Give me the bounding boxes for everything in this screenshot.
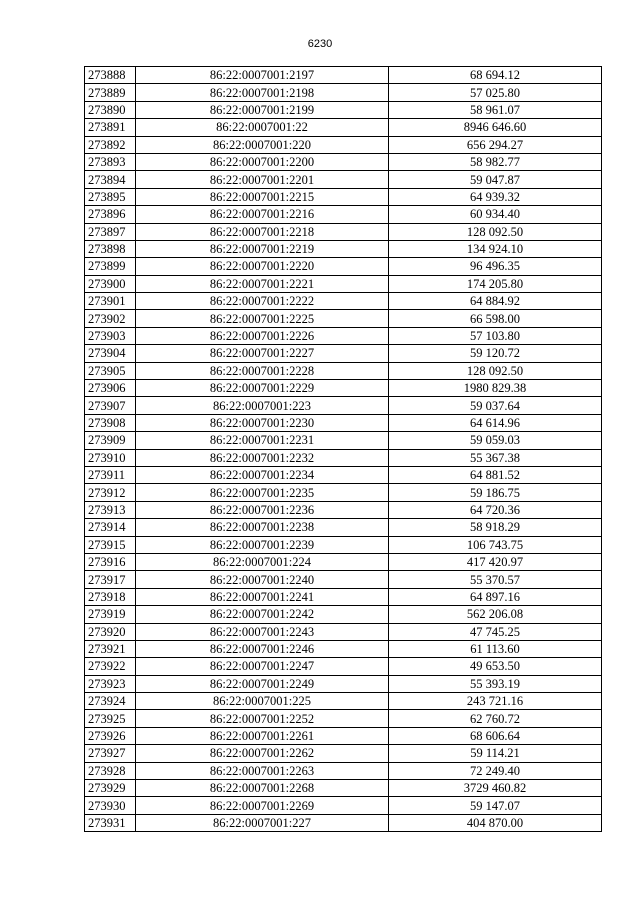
- value-cell: 128 092.50: [389, 362, 602, 379]
- cadastral-number-cell: 86:22:0007001:2230: [136, 414, 389, 431]
- row-id-cell: 273888: [85, 67, 136, 84]
- cadastral-number-cell: 86:22:0007001:2241: [136, 588, 389, 605]
- cadastral-number-cell: 86:22:0007001:2198: [136, 84, 389, 101]
- value-cell: 49 653.50: [389, 658, 602, 675]
- value-cell: 64 881.52: [389, 466, 602, 483]
- table-row: [85, 780, 602, 797]
- row-id-cell: 273919: [85, 606, 136, 623]
- row-id-cell: 273924: [85, 693, 136, 710]
- row-id-cell: 273926: [85, 727, 136, 744]
- table-row: [85, 258, 602, 275]
- cadastral-number-cell: 86:22:0007001:2201: [136, 171, 389, 188]
- row-id-cell: 273901: [85, 293, 136, 310]
- row-id-cell: 273925: [85, 710, 136, 727]
- value-cell: 3729 460.82: [389, 780, 602, 797]
- table-row: [85, 136, 602, 153]
- row-id-cell: 273920: [85, 623, 136, 640]
- row-id-cell: 273899: [85, 258, 136, 275]
- table-row: [85, 206, 602, 223]
- cadastral-number-cell: 86:22:0007001:2226: [136, 327, 389, 344]
- cadastral-number-cell: 86:22:0007001:2242: [136, 606, 389, 623]
- row-id-cell: 273895: [85, 188, 136, 205]
- row-id-cell: 273917: [85, 571, 136, 588]
- table-row: [85, 501, 602, 518]
- value-cell: 55 367.38: [389, 449, 602, 466]
- value-cell: 58 961.07: [389, 101, 602, 118]
- row-id-cell: 273896: [85, 206, 136, 223]
- cadastral-number-cell: 86:22:0007001:2200: [136, 153, 389, 170]
- row-id-cell: 273913: [85, 501, 136, 518]
- table-row: [85, 606, 602, 623]
- value-cell: 64 939.32: [389, 188, 602, 205]
- row-id-cell: 273922: [85, 658, 136, 675]
- table-row: [85, 414, 602, 431]
- cadastral-number-cell: 86:22:0007001:2222: [136, 293, 389, 310]
- cadastral-number-cell: 86:22:0007001:2227: [136, 345, 389, 362]
- value-cell: 68 606.64: [389, 727, 602, 744]
- table-row: [85, 432, 602, 449]
- row-id-cell: 273902: [85, 310, 136, 327]
- table-row: [85, 153, 602, 170]
- cadastral-number-cell: 86:22:0007001:2246: [136, 640, 389, 657]
- table-row: [85, 466, 602, 483]
- value-cell: 64 884.92: [389, 293, 602, 310]
- cadastral-number-cell: 86:22:0007001:223: [136, 397, 389, 414]
- value-cell: 8946 646.60: [389, 119, 602, 136]
- row-id-cell: 273908: [85, 414, 136, 431]
- value-cell: 59 147.07: [389, 797, 602, 814]
- table-row: [85, 171, 602, 188]
- value-cell: 68 694.12: [389, 67, 602, 84]
- cadastral-number-cell: 86:22:0007001:2243: [136, 623, 389, 640]
- row-id-cell: 273900: [85, 275, 136, 292]
- cadastral-number-cell: 86:22:0007001:2236: [136, 501, 389, 518]
- table-row: [85, 362, 602, 379]
- row-id-cell: 273918: [85, 588, 136, 605]
- cadastral-number-cell: 86:22:0007001:2216: [136, 206, 389, 223]
- table-row: [85, 675, 602, 692]
- cadastral-number-cell: 86:22:0007001:2219: [136, 240, 389, 257]
- value-cell: 59 186.75: [389, 484, 602, 501]
- table-row: [85, 623, 602, 640]
- value-cell: 72 249.40: [389, 762, 602, 779]
- cadastral-number-cell: 86:22:0007001:2240: [136, 571, 389, 588]
- value-cell: 64 720.36: [389, 501, 602, 518]
- table-row: [85, 745, 602, 762]
- cadastral-value-table: [84, 66, 602, 832]
- row-id-cell: 273909: [85, 432, 136, 449]
- row-id-cell: 273914: [85, 519, 136, 536]
- value-cell: 59 037.64: [389, 397, 602, 414]
- cadastral-number-cell: 86:22:0007001:2199: [136, 101, 389, 118]
- cadastral-number-cell: 86:22:0007001:224: [136, 553, 389, 570]
- value-cell: 61 113.60: [389, 640, 602, 657]
- cadastral-number-cell: 86:22:0007001:225: [136, 693, 389, 710]
- row-id-cell: 273891: [85, 119, 136, 136]
- value-cell: 58 918.29: [389, 519, 602, 536]
- table-row: [85, 223, 602, 240]
- table-row: [85, 119, 602, 136]
- table-row: [85, 310, 602, 327]
- cadastral-number-cell: 86:22:0007001:2252: [136, 710, 389, 727]
- table-row: [85, 727, 602, 744]
- table-row: [85, 188, 602, 205]
- value-cell: 60 934.40: [389, 206, 602, 223]
- table-row: [85, 814, 602, 831]
- value-cell: 64 614.96: [389, 414, 602, 431]
- value-cell: 64 897.16: [389, 588, 602, 605]
- cadastral-number-cell: 86:22:0007001:2228: [136, 362, 389, 379]
- cadastral-number-cell: 86:22:0007001:2249: [136, 675, 389, 692]
- row-id-cell: 273915: [85, 536, 136, 553]
- cadastral-number-cell: 86:22:0007001:2263: [136, 762, 389, 779]
- table-row: [85, 275, 602, 292]
- cadastral-number-cell: 86:22:0007001:220: [136, 136, 389, 153]
- cadastral-number-cell: 86:22:0007001:2215: [136, 188, 389, 205]
- table-row: [85, 397, 602, 414]
- row-id-cell: 273916: [85, 553, 136, 570]
- table-row: [85, 380, 602, 397]
- table-row: [85, 658, 602, 675]
- row-id-cell: 273910: [85, 449, 136, 466]
- cadastral-number-cell: 86:22:0007001:2268: [136, 780, 389, 797]
- value-cell: 62 760.72: [389, 710, 602, 727]
- value-cell: 106 743.75: [389, 536, 602, 553]
- value-cell: 417 420.97: [389, 553, 602, 570]
- cadastral-number-cell: 86:22:0007001:2261: [136, 727, 389, 744]
- cadastral-number-cell: 86:22:0007001:2234: [136, 466, 389, 483]
- row-id-cell: 273894: [85, 171, 136, 188]
- row-id-cell: 273927: [85, 745, 136, 762]
- table-row: [85, 553, 602, 570]
- cadastral-number-cell: 86:22:0007001:2229: [136, 380, 389, 397]
- table-row: [85, 797, 602, 814]
- table-row: [85, 449, 602, 466]
- cadastral-number-cell: 86:22:0007001:2221: [136, 275, 389, 292]
- row-id-cell: 273905: [85, 362, 136, 379]
- table-row: [85, 588, 602, 605]
- cadastral-number-cell: 86:22:0007001:2235: [136, 484, 389, 501]
- table-row: [85, 101, 602, 118]
- value-cell: 656 294.27: [389, 136, 602, 153]
- value-cell: 55 393.19: [389, 675, 602, 692]
- value-cell: 1980 829.38: [389, 380, 602, 397]
- table-body: [85, 67, 602, 832]
- table-row: [85, 762, 602, 779]
- row-id-cell: 273904: [85, 345, 136, 362]
- cadastral-number-cell: 86:22:0007001:2220: [136, 258, 389, 275]
- row-id-cell: 273911: [85, 466, 136, 483]
- row-id-cell: 273889: [85, 84, 136, 101]
- row-id-cell: 273897: [85, 223, 136, 240]
- value-cell: 59 059.03: [389, 432, 602, 449]
- table-row: [85, 293, 602, 310]
- value-cell: 47 745.25: [389, 623, 602, 640]
- cadastral-number-cell: 86:22:0007001:2218: [136, 223, 389, 240]
- cadastral-number-cell: 86:22:0007001:2247: [136, 658, 389, 675]
- row-id-cell: 273923: [85, 675, 136, 692]
- row-id-cell: 273907: [85, 397, 136, 414]
- value-cell: 58 982.77: [389, 153, 602, 170]
- table-row: [85, 571, 602, 588]
- cadastral-number-cell: 86:22:0007001:2197: [136, 67, 389, 84]
- cadastral-number-cell: 86:22:0007001:2262: [136, 745, 389, 762]
- table-row: [85, 536, 602, 553]
- cadastral-number-cell: 86:22:0007001:2231: [136, 432, 389, 449]
- table-row: [85, 84, 602, 101]
- value-cell: 174 205.80: [389, 275, 602, 292]
- row-id-cell: 273929: [85, 780, 136, 797]
- value-cell: 57 103.80: [389, 327, 602, 344]
- table-row: [85, 240, 602, 257]
- row-id-cell: 273931: [85, 814, 136, 831]
- row-id-cell: 273921: [85, 640, 136, 657]
- table-row: [85, 67, 602, 84]
- table-row: [85, 519, 602, 536]
- row-id-cell: 273930: [85, 797, 136, 814]
- row-id-cell: 273928: [85, 762, 136, 779]
- cadastral-number-cell: 86:22:0007001:2269: [136, 797, 389, 814]
- cadastral-number-cell: 86:22:0007001:2239: [136, 536, 389, 553]
- row-id-cell: 273890: [85, 101, 136, 118]
- table-row: [85, 345, 602, 362]
- value-cell: 134 924.10: [389, 240, 602, 257]
- row-id-cell: 273892: [85, 136, 136, 153]
- row-id-cell: 273893: [85, 153, 136, 170]
- cadastral-number-cell: 86:22:0007001:2225: [136, 310, 389, 327]
- value-cell: 128 092.50: [389, 223, 602, 240]
- value-cell: 243 721.16: [389, 693, 602, 710]
- table-row: [85, 327, 602, 344]
- row-id-cell: 273903: [85, 327, 136, 344]
- table-row: [85, 693, 602, 710]
- table-row: [85, 640, 602, 657]
- value-cell: 404 870.00: [389, 814, 602, 831]
- value-cell: 59 114.21: [389, 745, 602, 762]
- page-number: 6230: [307, 38, 333, 50]
- row-id-cell: 273898: [85, 240, 136, 257]
- value-cell: 57 025.80: [389, 84, 602, 101]
- value-cell: 55 370.57: [389, 571, 602, 588]
- row-id-cell: 273906: [85, 380, 136, 397]
- cadastral-number-cell: 86:22:0007001:2238: [136, 519, 389, 536]
- table-row: [85, 710, 602, 727]
- table-row: [85, 484, 602, 501]
- cadastral-number-cell: 86:22:0007001:227: [136, 814, 389, 831]
- value-cell: 59 120.72: [389, 345, 602, 362]
- value-cell: 59 047.87: [389, 171, 602, 188]
- value-cell: 96 496.35: [389, 258, 602, 275]
- row-id-cell: 273912: [85, 484, 136, 501]
- cadastral-number-cell: 86:22:0007001:22: [136, 119, 389, 136]
- cadastral-number-cell: 86:22:0007001:2232: [136, 449, 389, 466]
- value-cell: 562 206.08: [389, 606, 602, 623]
- value-cell: 66 598.00: [389, 310, 602, 327]
